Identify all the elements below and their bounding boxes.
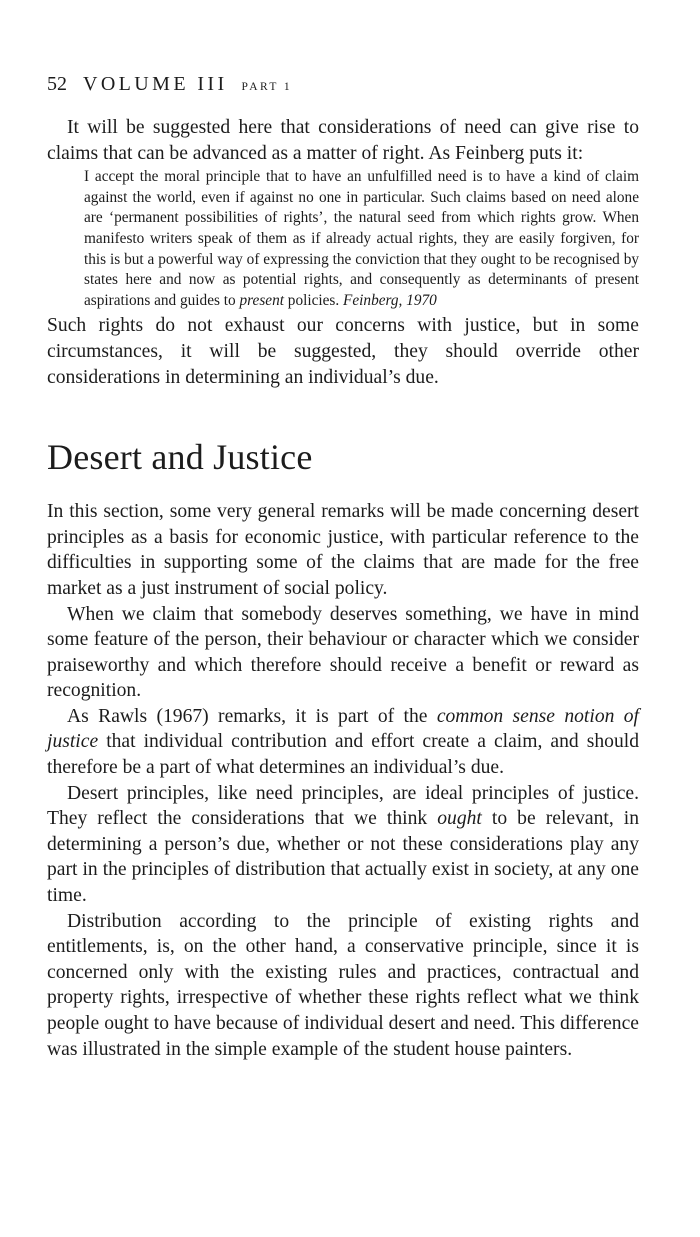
part-label: PART 1 xyxy=(241,81,292,93)
running-head xyxy=(47,70,639,101)
book-page xyxy=(47,70,639,1062)
quote-emphasis: present xyxy=(239,291,284,309)
p4-text: Desert principles, like need principles, are ideal principles of justice. They reflect the considerations that we think xyxy=(47,782,639,830)
p4-emphasis: ought xyxy=(437,808,482,830)
quote-text-end: policies. xyxy=(283,291,344,309)
page-number: 52 xyxy=(47,73,67,95)
p3-text-end: that individual contribution and effort create a claim, and should therefore be a part of what determines an individual’s due. xyxy=(47,731,639,779)
quote-citation: Feinberg, 1970 xyxy=(343,291,437,309)
intro-paragraph: It will be suggested here that considerations of need can give rise to claims that can be advanced as a matter of right. As Feinberg puts it: xyxy=(47,117,639,164)
quote-text: I accept the moral principle that to have an unfulfilled need is to have a kind of claim against the world, even if against no one in particular. Such claims based on need alone are ‘permanent possibilities of rights’, the natural seed from which rights grow. When manifesto writers speak of them as if already actual rights, they are easily forgiven, for this is but a powerful way of expressing the conviction that they ought to be recognised by states here and now as potential rights, and consequently as determinants of present aspirations and guides to xyxy=(84,168,639,309)
section-paragraph-3 xyxy=(47,704,639,781)
section-paragraph-2: When we claim that somebody deserves something, we have in mind some feature of the person, their behaviour or character which we consider praiseworthy and which therefore should receive a benefit or reward as recognition. xyxy=(47,603,639,702)
section-paragraph-4 xyxy=(47,781,639,909)
section-paragraph-1: In this section, some very general remarks will be made concerning desert principles as a basis for economic justice, with particular reference to the difficulties in supporting some of the claims that are made for the free market as a just instrument of social policy. xyxy=(47,501,639,599)
section-heading: Desert and Justice xyxy=(47,437,313,478)
p3-emphasis: common sense notion of justice xyxy=(47,705,639,753)
section-paragraph-5: Distribution according to the principle of existing rights and entitlements, is, on the other hand, a conservative principle, since it is concerned only with the existing rules and practices, contractual and property rights, irrespective of whether these rights reflect what we think people ought to have because of individual desert and need. This difference was illustrated in the simple example of the student house painters. xyxy=(47,910,639,1060)
volume-label: VOLUME III xyxy=(83,73,228,95)
p3-text: As Rawls (1967) remarks, it is part of the xyxy=(67,705,437,727)
block-quote xyxy=(84,167,639,311)
after-quote-paragraph: Such rights do not exhaust our concerns with justice, but in some circumstances, it will be suggested, they should override other considerations in determining an individual’s due. xyxy=(47,315,639,388)
p4-text-end: to be relevant, in determining a person’s due, whether or not these considerations play any part in the principles of distribution that actually exist in society, at any one time. xyxy=(47,808,639,907)
